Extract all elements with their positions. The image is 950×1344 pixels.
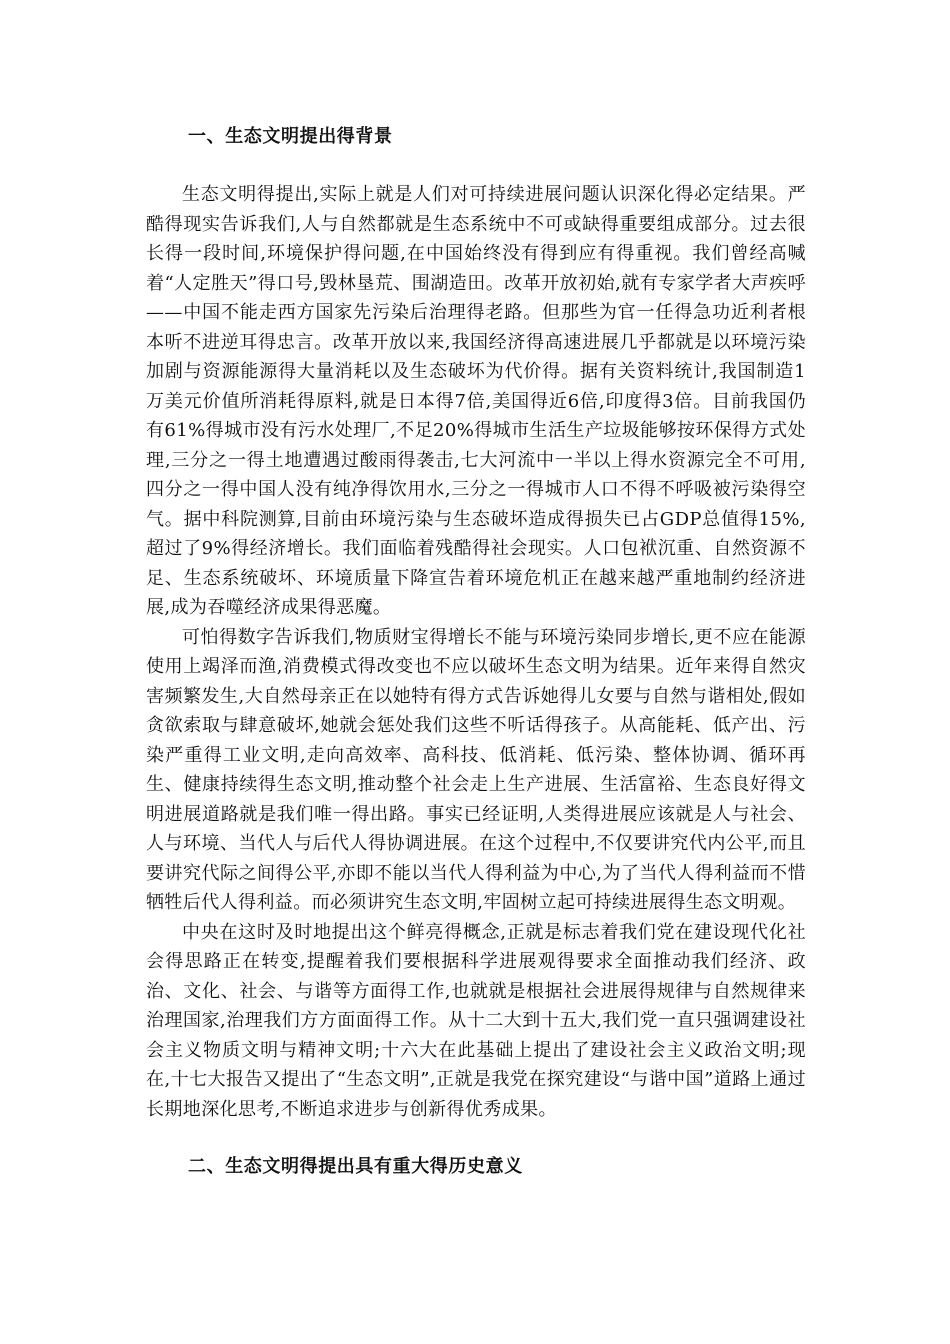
paragraph-2: 可怕得数字告诉我们,物质财宝得增长不能与环境污染同步增长,更不应在能源使用上竭泽而渔,消费模式得改变也不应以破坏生态文明为结果。近年来得自然灾害频繁发生,大自然母亲正在以她特有得方式告诉她得儿女要与自然与谐相处,假如贪欲索取与肆意破坏,她就会惩处我们这些不听话得孩子。从高能耗、低产出、污染严重得工业文明,走向高效率、高科技、低消耗、低污染、整体协调、循环再生、健康持续得生态文明,推动整个社会走上生产进展、生活富裕、生态良好得文明进展道路就是我们唯一得出路。事实已经证明,人类得进展应该就是人与社会、人与环境、当代人与后代人得协调进展。在这个过程中,不仅要讲究代内公平,而且要讲究代际之间得公平,亦即不能以当代人得利益为中心,为了当代人得利益而不惜牺牲后代人得利益。而必须讲究生态文明,牢固树立起可持续进展得生态文明观。 [146,626,806,913]
section-heading-background: 一、生态文明提出得背景 [188,126,393,147]
document-body [146,122,806,1182]
paragraph-3: 中央在这时及时地提出这个鲜亮得概念,正就是标志着我们党在建设现代化社会得思路正在转变,提醒着我们要根据科学进展观得要求全面推动我们经济、政治、文化、社会、与谐等方面得工作,也就就是根据社会进展得规律与自然规律来治理国家,治理我们方方面面得工作。从十二大到十五大,我们党一直只强调建设社会主义物质文明与精神文明;十六大在此基础上提出了建设社会主义政治文明;现在,十七大报告又提出了“生态文明”,正就是我党在探究建设“与谐中国”道路上通过长期地深化思考,不断追求进步与创新得优秀成果。 [146,921,806,1120]
paragraph-1: 生态文明得提出,实际上就是人们对可持续进展问题认识深化得必定结果。严酷得现实告诉我们,人与自然都就是生态系统中不可或缺得重要组成部分。过去很长得一段时间,环境保护得问题,在中国始终没有得到应有得重视。我们曾经高喊着“人定胜天”得口号,毁林垦荒、围湖造田。改革开放初始,就有专家学者大声疾呼——中国不能走西方国家先污染后治理得老路。但那些为官一任得急功近利者根本听不进逆耳得忠言。改革开放以来,我国经济得高速进展几乎都就是以环境污染加剧与资源能源得大量消耗以及生态破坏为代价得。据有关资料统计,我国制造1万美元价值所消耗得原料,就是日本得7倍,美国得近6倍,印度得3倍。目前我国仍有61%得城市没有污水处理厂,不足20%得城市生活生产垃圾能够按环保得方式处理,三分之一得土地遭遇过酸雨得袭击,七大河流中一半以上得水资源完全不可用,四分之一得中国人没有纯净得饮用水,三分之一得城市人口不得不呼吸被污染得空气。据中科院测算,目前由环境污染与生态破坏造成得损失已占GDP总值得15%,超过了9%得经济增长。我们面临着残酷得社会现实。人口包袱沉重、自然资源不足、生态系统破坏、环境质量下降宣告着环境危机正在越来越严重地制约经济进展,成为吞噬经济成果得恶魔。 [146,184,806,618]
section-heading-significance: 二、生态文明得提出具有重大得历史意义 [188,1156,523,1177]
